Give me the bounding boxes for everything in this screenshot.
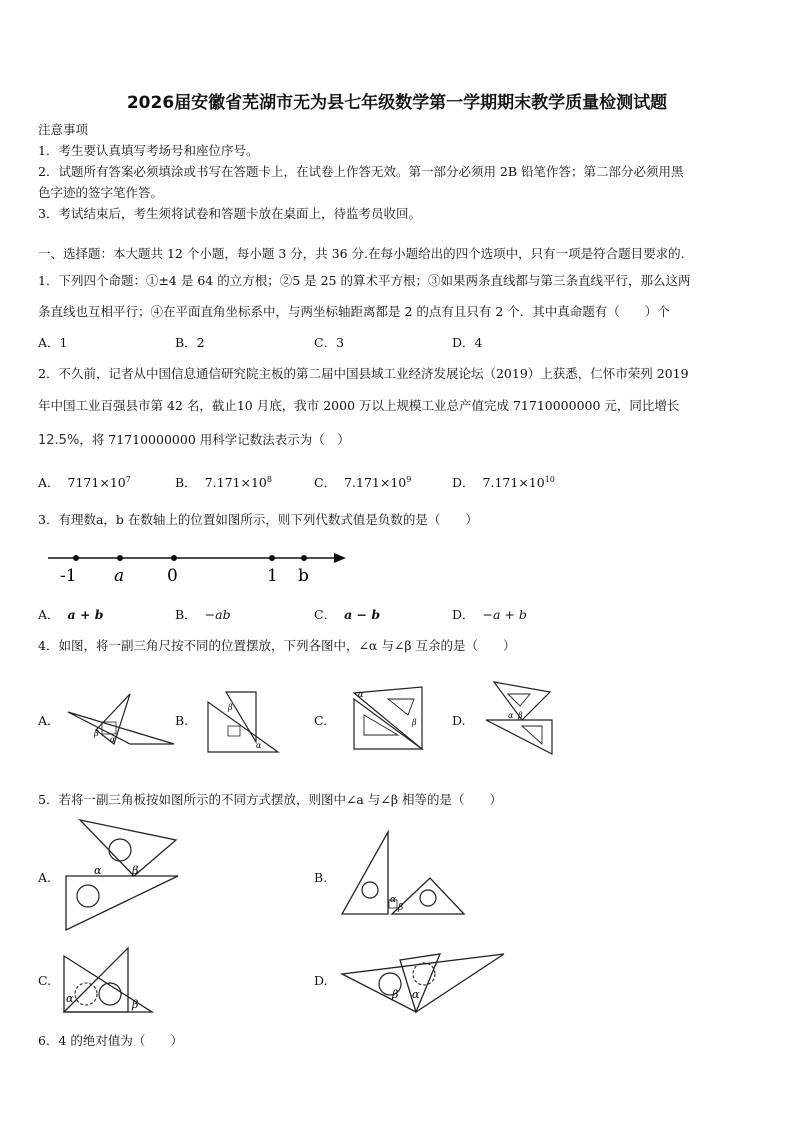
q1-option-b[interactable]: B．2	[175, 335, 205, 350]
q4-option-b[interactable]: B.	[175, 713, 189, 728]
q2-option-d[interactable]: D． $7.171\times 10^{10}$	[452, 474, 555, 490]
q5-figure-d	[340, 950, 506, 1014]
q4-figure-b	[206, 688, 282, 754]
beta-label: β	[94, 729, 99, 738]
q4-figure-d	[482, 680, 554, 756]
q4-option-a[interactable]: A.	[38, 713, 52, 728]
q2-percent: 12.5%	[38, 433, 80, 448]
beta-label: β	[132, 998, 139, 1011]
beta-label: β	[132, 864, 139, 877]
q5-figure-c	[62, 946, 154, 1016]
alpha-label: α	[94, 864, 102, 877]
axis-label-zero: 0	[167, 566, 178, 586]
section-heading: 一、选择题：本大题共 12 个小题，每小题 3 分，共 36 分.在每小题给出的四个选项中，只有一项是符合题目要求的.	[38, 246, 685, 261]
q4-stem: 4．如图，将一副三角尺按不同的位置摆放，下列各图中，∠α 与∠β 互余的是（ ）	[38, 638, 516, 653]
q1-stem-line1: 1．下列四个命题：①±4 是 64 的立方根；②5 是 25 的算术平方根；③如果两条直线都与第三条直线平行，那么这两	[38, 273, 691, 288]
q5-figure-b	[340, 830, 466, 916]
q5-stem: 5．若将一副三角板按如图所示的不同方式摆放，则图中∠a 与∠β 相等的是（ ）	[38, 792, 503, 807]
alpha-label: α	[508, 711, 514, 720]
q4-option-c[interactable]: C.	[314, 713, 328, 728]
q4-option-d[interactable]: D.	[452, 713, 466, 728]
notes-heading: 注意事项	[38, 122, 89, 137]
q1-option-a[interactable]: A．1	[38, 335, 68, 350]
alpha-label: α	[412, 988, 420, 1001]
alpha-label: α	[256, 741, 262, 750]
alpha-label: α	[66, 992, 74, 1005]
q3-option-d-expr: −a + b	[482, 607, 527, 622]
q3-option-c[interactable]: C． a − b	[314, 607, 381, 622]
q2-stem-line2: 年中国工业百强县市第 42 名，截止10 月底，我市 2000 万以上规模工业总产值完成 71710000000 元，同比增长	[38, 398, 680, 413]
q2-option-c[interactable]: C． $7.171\times 10^9$	[314, 474, 412, 490]
q5-option-b[interactable]: B.	[314, 870, 328, 885]
axis-label-one: 1	[267, 566, 278, 586]
q1-stem-line2: 条直线也互相平行；④在平面直角坐标系中，与两坐标轴距离都是 2 的点有且只有 2 个．其中真命题有（ ）个	[38, 304, 670, 319]
q1-option-d[interactable]: D．4	[452, 335, 483, 350]
q5-option-d[interactable]: D.	[314, 973, 328, 988]
q3-option-b-expr: −ab	[204, 607, 231, 622]
q5-option-c[interactable]: C.	[38, 973, 52, 988]
beta-label: β	[412, 718, 417, 727]
q3-stem: 3．有理数a，b 在数轴上的位置如图所示，则下列代数式值是负数的是（ ）	[38, 512, 478, 527]
beta-label: β	[228, 703, 233, 712]
q2-stem-line1: 2．不久前，记者从中国信息通信研究院主板的第二届中国县域工业经济发展论坛（2019）上获悉，仁怀市荣列 2019	[38, 366, 689, 381]
q4-figure-c	[348, 685, 428, 751]
alpha-label: α	[110, 735, 116, 744]
q5-figure-a	[64, 818, 182, 934]
page-title: 2026届安徽省芜湖市无为县七年级数学第一学期期末教学质量检测试题	[126, 93, 668, 113]
note-item: 色字迹的签字笔作答。	[38, 185, 164, 200]
q5-option-a[interactable]: A.	[38, 870, 52, 885]
beta-label: β	[398, 903, 404, 913]
note-item: 2．试题所有答案必须填涂或书写在答题卡上，在试卷上作答无效。第一部分必须用 2B 铅笔作答；第二部分必须用黑	[38, 164, 684, 179]
note-item: 1．考生要认真填写考场号和座位序号。	[38, 143, 259, 158]
axis-label-a: a	[114, 566, 125, 586]
q2-option-b[interactable]: B． $7.171\times 10^8$	[175, 474, 272, 490]
alpha-label: α	[390, 895, 397, 905]
q3-option-b[interactable]: B． −ab	[175, 607, 231, 622]
axis-label-b: b	[298, 566, 309, 586]
q3-option-a[interactable]: A． a + b	[38, 607, 104, 622]
number-line-figure	[40, 548, 360, 588]
beta-label: β	[518, 711, 523, 720]
q2-stem-line3: ，将 71710000000 用科学记数法表示为（ ）	[79, 432, 350, 447]
q1-option-c[interactable]: C．3	[314, 335, 345, 350]
q3-option-a-expr: a + b	[67, 607, 104, 622]
beta-label: β	[392, 988, 399, 1001]
note-item: 3．考试结束后，考生须将试卷和答题卡放在桌面上，待监考员收回。	[38, 206, 421, 221]
axis-label-minus-one: -1	[60, 566, 77, 586]
q4-figure-a	[66, 692, 176, 754]
q3-option-c-expr: a − b	[344, 607, 381, 622]
q3-option-d[interactable]: D． −a + b	[452, 607, 527, 622]
alpha-label: α	[358, 690, 364, 699]
q2-option-a[interactable]: A． $7171\times 10^7$	[38, 474, 131, 490]
q6-stem: 6．4 的绝对值为（ ）	[38, 1033, 183, 1048]
